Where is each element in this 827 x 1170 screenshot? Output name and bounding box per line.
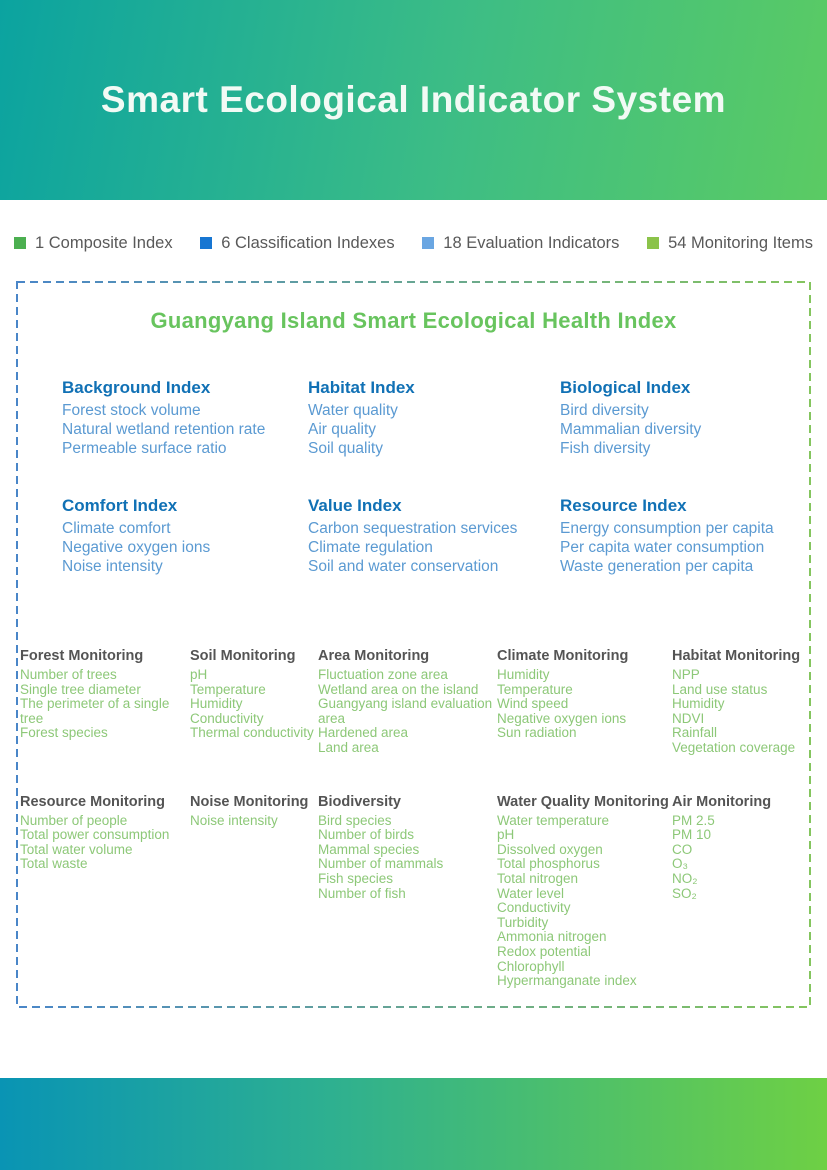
monitoring-item-list	[20, 814, 190, 872]
index-card-title: Comfort Index	[62, 496, 178, 515]
monitoring-card-title: Resource Monitoring	[20, 793, 166, 810]
monitoring-card-resource	[20, 794, 190, 872]
legend-label: 54 Monitoring Items	[668, 233, 813, 252]
monitoring-card-climate	[497, 648, 672, 741]
index-card-value	[308, 496, 560, 576]
list-item: Fluctuation zone area	[318, 667, 448, 682]
monitoring-card-soil	[190, 648, 318, 741]
list-item: NDVI	[672, 710, 705, 726]
legend-swatch-icon	[14, 237, 26, 249]
legend-item-classification	[200, 234, 394, 253]
list-item: Mammal species	[318, 841, 420, 857]
monitoring-item-list	[672, 668, 807, 756]
list-item: Climate regulation	[308, 539, 433, 556]
list-item: Ammonia nitrogen	[497, 929, 607, 945]
list-item: Water temperature	[497, 812, 610, 828]
index-item-list	[308, 519, 560, 576]
monitoring-item-list	[190, 814, 318, 829]
index-item-list	[560, 519, 795, 576]
list-item: Total waste	[20, 856, 88, 872]
list-item: Bird species	[318, 812, 392, 828]
list-item: Number of birds	[318, 827, 415, 843]
monitoring-card-title: Water Quality Monitoring	[497, 793, 669, 810]
list-item: Number of fish	[318, 885, 406, 901]
monitoring-item-list	[318, 668, 497, 756]
index-card-title: Resource Index	[560, 496, 687, 515]
list-item: Energy consumption per capita	[560, 520, 774, 537]
index-card-biological	[560, 378, 795, 458]
index-card-resource	[560, 496, 795, 576]
index-item-list	[308, 401, 560, 458]
monitoring-card-title: Area Monitoring	[318, 648, 430, 664]
list-item: Wind speed	[497, 696, 569, 712]
index-card-title: Background Index	[62, 378, 211, 397]
list-item: Redox potential	[497, 943, 591, 959]
monitoring-item-list	[672, 814, 807, 902]
monitoring-card-title: Climate Monitoring	[497, 648, 629, 664]
index-card-background	[62, 378, 308, 458]
list-item: PM 10	[672, 827, 712, 843]
list-item: NPP	[672, 667, 700, 682]
index-card-title: Biological Index	[560, 378, 691, 397]
list-item: Total water volume	[20, 841, 133, 857]
list-item: Hypermanganate index	[497, 973, 637, 989]
list-item: Negative oxygen ions	[62, 539, 211, 556]
legend-label: 6 Classification Indexes	[221, 233, 395, 252]
list-item: Number of people	[20, 812, 128, 828]
list-item: Number of mammals	[318, 856, 444, 872]
list-item: Temperature	[497, 681, 573, 697]
list-item: Water quality	[308, 402, 398, 419]
legend-item-composite	[14, 234, 173, 253]
list-item: PM 2.5	[672, 812, 715, 828]
list-item: SO₂	[672, 885, 697, 901]
list-item: Thermal conductivity	[190, 725, 314, 741]
monitoring-card-noise	[190, 794, 318, 829]
monitoring-item-list	[497, 814, 672, 989]
list-item: Noise intensity	[190, 812, 278, 828]
monitoring-card-habitat	[672, 648, 807, 756]
list-item: O₃	[672, 856, 688, 872]
list-item: Temperature	[190, 681, 266, 697]
list-item: Soil quality	[308, 440, 383, 457]
list-item: Number of trees	[20, 667, 117, 682]
list-item: Per capita water consumption	[560, 539, 765, 556]
classification-index-grid	[16, 378, 811, 576]
list-item: Forest stock volume	[62, 402, 201, 419]
header-banner	[0, 0, 827, 200]
index-card-habitat	[308, 378, 560, 458]
monitoring-item-list	[20, 668, 190, 741]
monitoring-card-biodiversity	[318, 794, 497, 902]
monitoring-item-list	[497, 668, 672, 741]
monitoring-card-title: Air Monitoring	[672, 793, 772, 810]
list-item: Negative oxygen ions	[497, 710, 627, 726]
monitoring-card-water-quality	[497, 794, 672, 989]
indicator-panel	[16, 281, 811, 1008]
legend-item-monitoring	[647, 234, 813, 253]
list-item: Conductivity	[497, 900, 571, 916]
legend-swatch-icon	[647, 237, 659, 249]
monitoring-card-area	[318, 648, 497, 756]
list-item: Turbidity	[497, 914, 549, 930]
list-item: NO₂	[672, 870, 698, 886]
list-item: Chlorophyll	[497, 958, 565, 974]
list-item: Fish species	[318, 870, 394, 886]
list-item: Noise intensity	[62, 558, 163, 575]
list-item: Land use status	[672, 681, 768, 697]
list-item: Humidity	[497, 667, 550, 682]
legend-swatch-icon	[422, 237, 434, 249]
index-card-title: Habitat Index	[308, 378, 415, 397]
list-item: Soil and water conservation	[308, 558, 499, 575]
list-item: Carbon sequestration services	[308, 520, 518, 537]
list-item: Total power consumption	[20, 827, 170, 843]
list-item: Natural wetland retention rate	[62, 421, 266, 438]
list-item: Forest species	[20, 725, 108, 741]
list-item: Conductivity	[190, 710, 264, 726]
index-item-list	[62, 401, 308, 458]
monitoring-item-list	[190, 668, 318, 741]
list-item: Permeable surface ratio	[62, 440, 227, 457]
page-title: Smart Ecological Indicator System	[100, 79, 727, 120]
index-item-list	[62, 519, 308, 576]
monitoring-card-air	[672, 794, 807, 902]
list-item: Guangyang island evaluation area	[318, 696, 493, 726]
monitoring-card-title: Forest Monitoring	[20, 648, 144, 664]
list-item: Total phosphorus	[497, 856, 600, 872]
list-item: CO	[672, 841, 693, 857]
list-item: Air quality	[308, 421, 377, 438]
legend-label: 1 Composite Index	[35, 233, 173, 252]
list-item: Mammalian diversity	[560, 421, 702, 438]
index-card-comfort	[62, 496, 308, 576]
monitoring-card-title: Soil Monitoring	[190, 648, 296, 664]
list-item: Sun radiation	[497, 725, 577, 741]
footer-banner	[0, 1078, 827, 1170]
monitoring-card-forest	[20, 648, 190, 741]
monitoring-card-title: Noise Monitoring	[190, 793, 309, 810]
list-item: Climate comfort	[62, 520, 171, 537]
list-item: Bird diversity	[560, 402, 649, 419]
list-item: Water level	[497, 885, 565, 901]
list-item: Dissolved oxygen	[497, 841, 603, 857]
list-item: pH	[497, 827, 515, 843]
list-item: Humidity	[672, 696, 725, 712]
monitoring-grid	[16, 648, 811, 989]
list-item: Wetland area on the island	[318, 681, 479, 697]
index-item-list	[560, 401, 795, 458]
monitoring-card-title: Habitat Monitoring	[672, 648, 801, 664]
list-item: Total nitrogen	[497, 870, 579, 886]
legend	[0, 231, 827, 255]
list-item: The perimeter of a single tree	[20, 696, 170, 726]
monitoring-item-list	[318, 814, 497, 902]
legend-item-evaluation	[422, 234, 619, 253]
list-item: Waste generation per capita	[560, 558, 754, 575]
list-item: Land area	[318, 739, 379, 755]
list-item: pH	[190, 667, 208, 682]
index-card-title: Value Index	[308, 496, 402, 515]
list-item: Vegetation coverage	[672, 739, 796, 755]
list-item: Fish diversity	[560, 440, 651, 457]
list-item: Single tree diameter	[20, 681, 141, 697]
panel-title: Guangyang Island Smart Ecological Health Index	[150, 308, 677, 333]
list-item: Hardened area	[318, 725, 409, 741]
legend-swatch-icon	[200, 237, 212, 249]
list-item: Rainfall	[672, 725, 718, 741]
legend-label: 18 Evaluation Indicators	[443, 233, 620, 252]
list-item: Humidity	[190, 696, 243, 712]
monitoring-card-title: Biodiversity	[318, 793, 401, 810]
